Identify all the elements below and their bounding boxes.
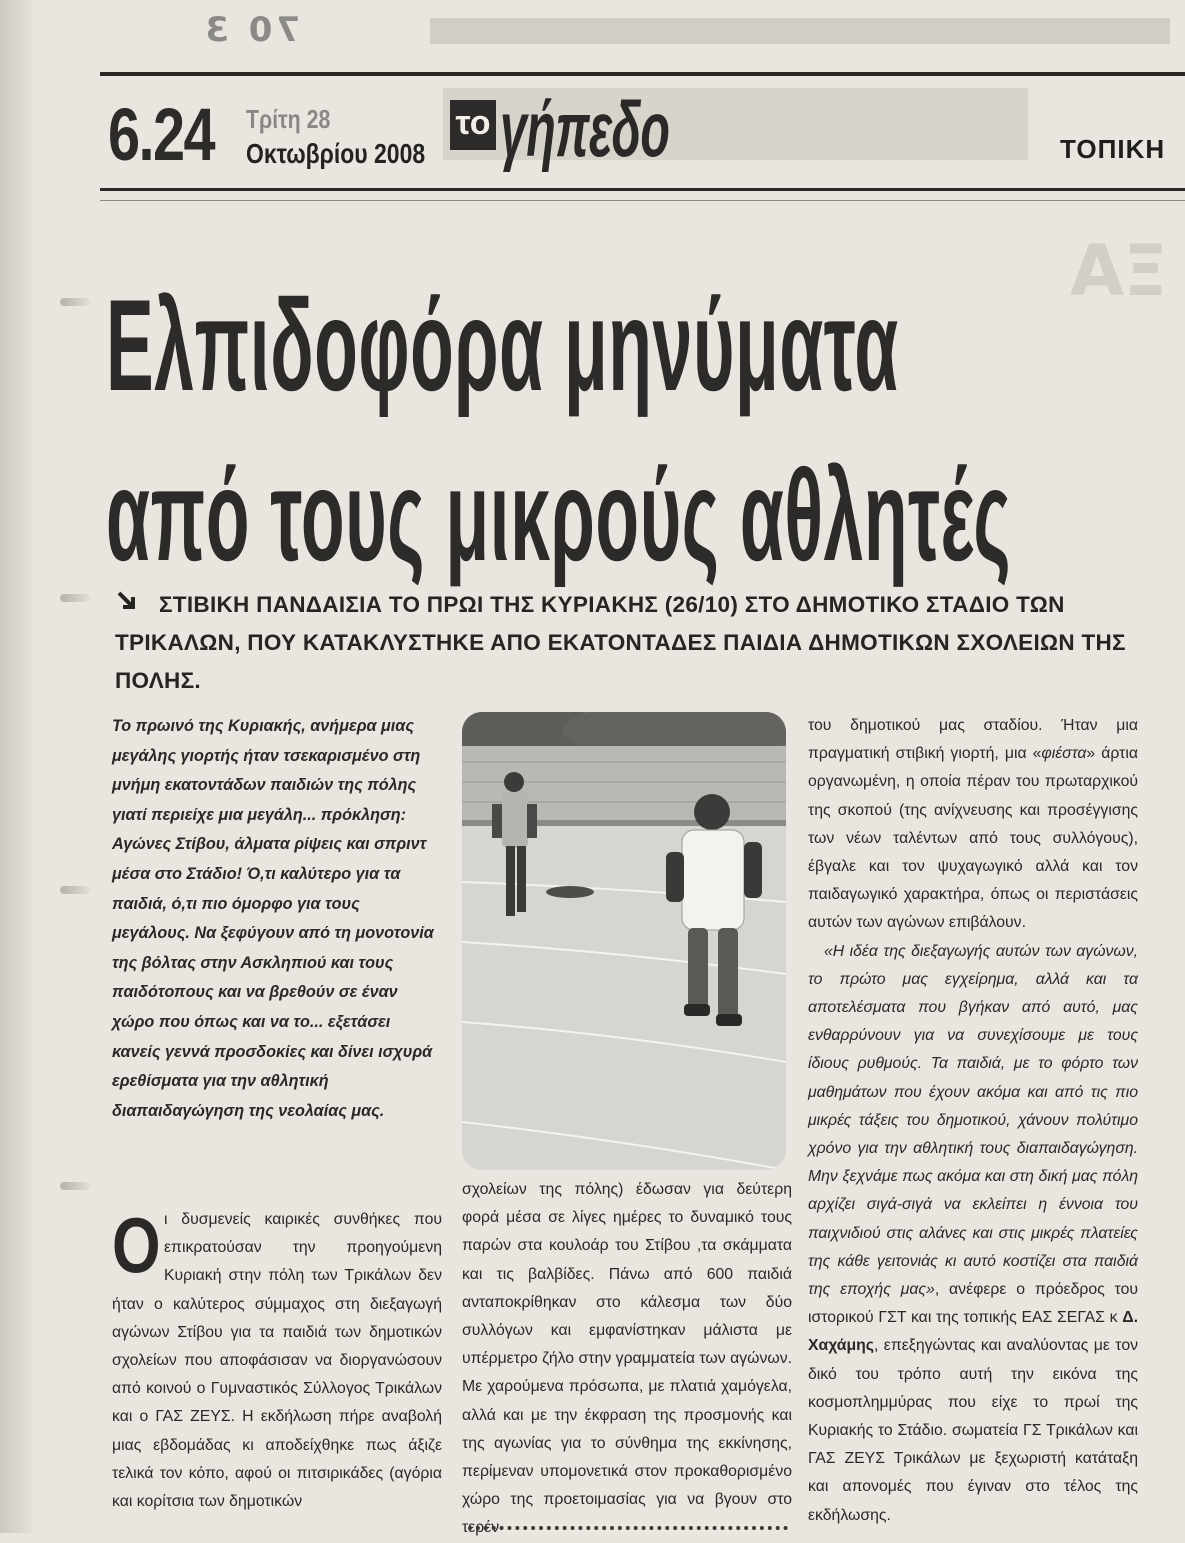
- article-photo: [462, 712, 786, 1170]
- binder-mark: [60, 594, 90, 602]
- dotted-separator: [468, 1526, 788, 1530]
- bleed-through-band: [430, 18, 1170, 44]
- lead-text: Το πρωινό της Κυριακής, ανήμερα μιας μεγάλης γιορτής ήταν τσεκαρισμένο στη μνήμη εκατοντάδων παιδιών της πόλης γιατί περιείχε μια μεγάλη... πρόκληση: Αγώνες Στίβου, άλματα ρίψεις και σπριντ μέσα στο Στάδιο! Ό,τι καλύτερο για τα παιδιά, ό,τι πιο όμορφο για τους μεγάλους. Να ξεφύγουν από τη μονοτονία της βόλτας στην Ασκληπιού και τους παιδότοπους και να βρεθούν σε έναν χώρο που όπως και να το... εξετάσει κανείς γεννά προσδοκίες και δίνει ισχυρά ερεθίσματα για την αθλητική διαπαιδαγώγηση της νεολαίας μας.: [112, 717, 434, 1120]
- quote-text: «Η ιδέα της διεξαγωγής αυτών των αγώνων, το πρώτο μας εγχείρημα, αλλά και τα αποτελέσματα που βγήκαν από αυτό, μας ενθαρρύνουν για να συνεχίσουμε με τους ίδιους ρυθμούς. Τα παιδιά, με το φόρτο των μαθημάτων που έχουν ακόμα και από τις πιο μικρές τάξεις του δημοτικού, χάνουν πολύτιμο χρόνο για την αθλητική τους διαπαιδαγώγηση. Μην ξεχνάμε πως ακόμα και στη δική μας πόλη αρχίζει σιγά-σιγά να εκλείπει η έννοια του παιχνιδιού στις αλάνες και στις μικρές πλατείες της κάθε γειτονιάς κι αυτό κοστίζει στα παιδιά της εποχής μας»: [808, 942, 1138, 1299]
- section-title: γήπεδο: [500, 85, 670, 173]
- drop-cap: Ο: [112, 1201, 161, 1289]
- headline-line-2: από τους μικρούς αθλητές: [106, 442, 1012, 588]
- column-3-quote-paragraph: [808, 938, 1138, 1530]
- binder-mark: [60, 298, 90, 306]
- col3-attribution: , ανέφερε ο πρόεδρος του ιστορικού ΓΣΤ και της τοπικής ΕΑΣ ΣΕΓΑΣ κ: [808, 1281, 1139, 1327]
- col3-text-b: » άρτια οργανωμένη, η οποία πέραν του πρωταρχικού της σκοπού (της ανίχνευσης και προσέγγισης των νέων ταλέντων από τους συλλόγους), έβγαλε και τον ψυχαγωγικό αλλά και τον παιδαγωγικό χαρακτήρα, όπως οι περιστάσεις αυτών των αγώνων επιβάλουν.: [808, 745, 1138, 932]
- speaker-name: Δ. Χαχάμης: [808, 1309, 1138, 1355]
- headline-line-1: Ελπιδοφόρα μηνύματα: [106, 272, 899, 418]
- col3-fiesta: φιέστα: [1041, 745, 1087, 763]
- paper-fold: [0, 0, 32, 1533]
- issue-date: Οκτωβρίου 2008: [246, 138, 426, 169]
- masthead-rule-thin: [100, 200, 1185, 201]
- section-prefix: το: [450, 100, 496, 150]
- bleed-through-text: 70 3: [201, 10, 300, 50]
- category-label: ΤΟΠΙΚΗ: [1060, 134, 1166, 164]
- deck-text: ΣΤΙΒΙΚΗ ΠΑΝΔΑΙΣΙΑ ΤΟ ΠΡΩΙ ΤΗΣ ΚΥΡΙΑΚΗΣ (26/10) ΣΤΟ ΔΗΜΟΤΙΚΟ ΣΤΑΔΙΟ ΤΩΝ ΤΡΙΚΑΛΩΝ, ΠΟΥ ΚΑΤΑΚΛΥΣΤΗΚΕ ΑΠΟ ΕΚΑΤΟΝΤΑΔΕΣ ΠΑΙΔΙΑ ΔΗΜΟΤΙΚΩΝ ΣΧΟΛΕΙΩΝ ΤΗΣ ΠΟΛΗΣ.: [115, 592, 1126, 693]
- binder-mark: [60, 1182, 90, 1190]
- article-lead: [112, 712, 442, 1126]
- col3-ending: , επεξηγώντας και αναλύοντας με τον δικό του τρόπο αυτή την εικόνα της κοσμοπλημμύρας που είχε το πρωί της Κυριακής το Στάδιο. σωματεία ΓΣ Τρικάλων και ΓΑΣ ΖΕΥΣ Τρικάλων με ξεχωριστή κατάταξη και απονομές που έγιναν στο τέλος της εκδήλωσης.: [808, 1337, 1138, 1524]
- article-column-1: [112, 1201, 442, 1516]
- issue-day: Τρίτη 28: [246, 104, 331, 134]
- article-column-2: [462, 1176, 792, 1543]
- bleed-through-heading: ΞΑ: [1070, 230, 1169, 312]
- page-number: 6.24: [108, 93, 215, 176]
- column-1-text: ι δυσμενείς καιρικές συνθήκες που επικρατούσαν την προηγούμενη Κυριακή στην πόλη των Τρικάλων δεν ήταν ο καλύτερος σύμμαχος στη διεξαγωγή αγώνων Στίβου για τα παιδιά των δημοτικών σχολείων που αποφάσισαν να διοργανώσουν από κοινού ο Γυμναστικός Σύλλογος Τρικάλων και ο ΓΑΣ ΖΕΥΣ. Η εκδήλωση πήρε αναβολή μιας εβδομάδας κι αποδείχθηκε πως άξιζε τελικά τον κόπο, αφού οι πιτσιρικάδες (αγόρια και κορίτσια των δημοτικών: [112, 1211, 442, 1511]
- binder-mark: [60, 886, 90, 894]
- top-rule: [100, 72, 1185, 76]
- column-2-text: σχολείων της πόλης) έδωσαν για δεύτερη φορά μέσα σε λίγες ημέρες το δυναμικό τους παρών στα κουλοάρ του Στίβου ,τα σκάμματα και τις βαλβίδες. Πάνω από 600 παιδιά ανταποκρίθηκαν στο κάλεσμα των δύο συλλόγων και εμφανίστηκαν μάλιστα με υπέρμετρο ζήλο στην γραμματεία των αγώνων. Με χαρούμενα πρόσωπα, με πλατιά χαμόγελα, αλλά και με την έκφραση της προσμονής και της αγωνίας για το σύνθημα της εκκίνησης, περίμεναν υπομονετικά στον προκαθορισμένο χώρο της προετοιμασίας για να βγουν στο τερέν: [462, 1181, 792, 1537]
- col3-text-a: του δημοτικού μας σταδίου. Ήταν μια πραγματική στιβική γιορτή, μια «: [808, 717, 1138, 763]
- column-3-paragraph: [808, 712, 1138, 938]
- masthead-rule: [100, 188, 1185, 191]
- article-column-3: [808, 712, 1138, 1530]
- arrow-down-right-icon: [115, 586, 141, 624]
- article-deck: [115, 586, 1145, 700]
